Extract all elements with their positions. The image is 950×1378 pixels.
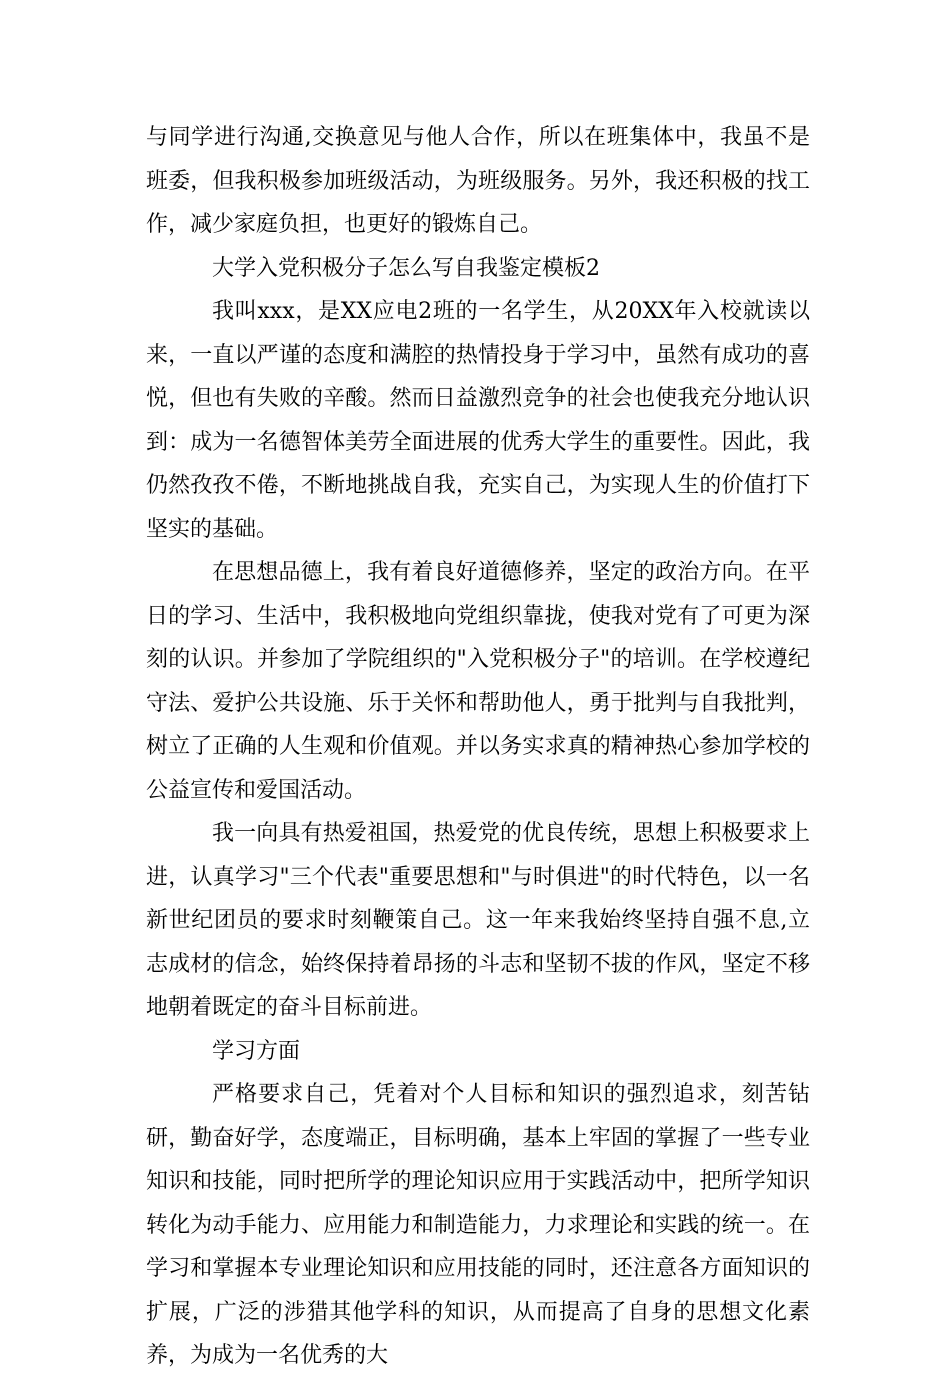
paragraph-patriotism: 我一向具有热爱祖国，热爱党的优良传统，思想上积极要求上进，认真学习"三个代表"重要思想和"与时俱进"的时代特色，以一名新世纪团员的要求时刻鞭策自己。这一年来我始终坚持自强不息,立志成材的信念，始终保持着昂扬的斗志和坚韧不拔的作风，坚定不移地朝着既定的奋斗目标前进。: [146, 821, 810, 1020]
subheading-study: 学习方面: [212, 1038, 301, 1064]
section-heading: 大学入党积极分子怎么写自我鉴定模板2: [212, 255, 600, 281]
paragraph-moral: 在思想品德上，我有着良好道德修养，坚定的政治方向。在平日的学习、生活中，我积极地向党组织靠拢，使我对党有了可更为深刻的认识。并参加了学院组织的"入党积极分子"的培训。在学校遵纪守法、爱护公共设施、乐于关怀和帮助他人，勇于批判与自我批判，树立了正确的人生观和价值观。并以务实求真的精神热心参加学校的公益宣传和爱国活动。: [146, 560, 810, 803]
paragraph-study: 严格要求自己，凭着对个人目标和知识的强烈追求，刻苦钻研，勤奋好学，态度端正，目标明确，基本上牢固的掌握了一些专业知识和技能，同时把所学的理论知识应用于实践活动中，把所学知识转化为动手能力、应用能力和制造能力，力求理论和实践的统一。在学习和掌握本专业理论知识和应用技能的同时，还注意各方面知识的扩展，广泛的涉猎其他学科的知识，从而提高了自身的思想文化素养，为成为一名优秀的大: [146, 1082, 810, 1368]
paragraph-intro: 我叫xxx，是XX应电2班的一名学生，从20XX年入校就读以来，一直以严谨的态度和满腔的热情投身于学习中，虽然有成功的喜悦，但也有失败的辛酸。然而日益激烈竞争的社会也使我充分地认识到：成为一名德智体美劳全面进展的优秀大学生的重要性。因此，我仍然孜孜不倦，不断地挑战自我，充实自己，为实现人生的价值打下坚实的基础。: [146, 299, 810, 542]
document-body: [146, 116, 810, 1378]
paragraph-1: 与同学进行沟通,交换意见与他人合作，所以在班集体中，我虽不是班委，但我积极参加班级活动，为班级服务。另外，我还积极的找工作，减少家庭负担，也更好的锻炼自己。: [146, 125, 810, 237]
